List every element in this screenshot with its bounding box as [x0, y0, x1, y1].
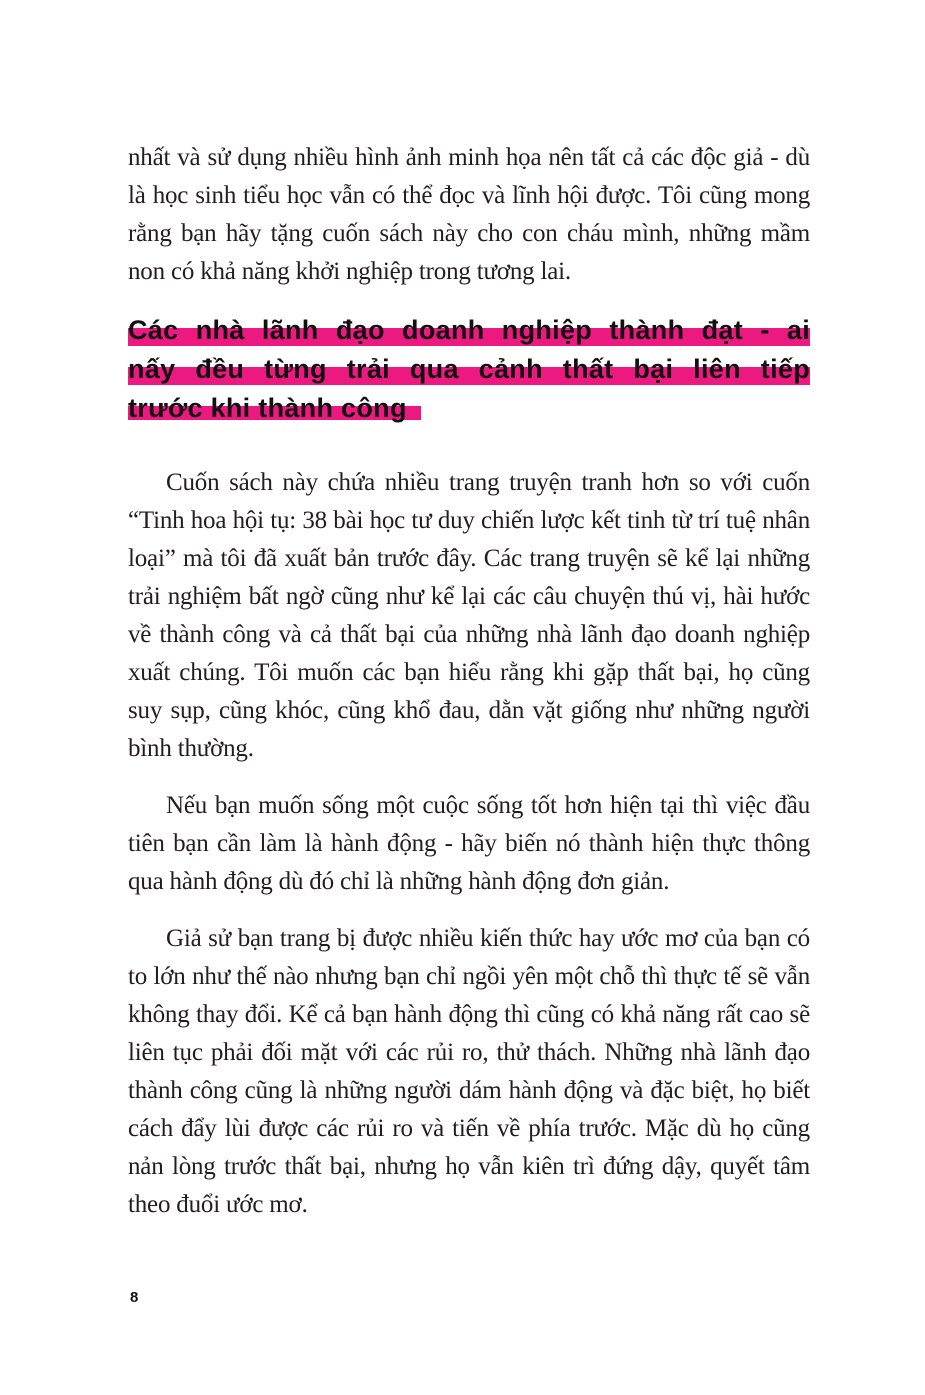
page-number: 8	[130, 1289, 139, 1306]
page-content	[128, 139, 810, 1243]
section-heading	[128, 311, 810, 428]
paragraph-continuation: nhất và sử dụng nhiều hình ảnh minh họa nên tất cả các độc giả - dù là học sinh tiểu học vẫn có thể đọc và lĩnh hội được. Tôi cũng mong rằng bạn hãy tặng cuốn sách này cho con cháu mình, những mầm non có khả năng khởi nghiệp trong tương lai.	[128, 144, 810, 285]
paragraph: Nếu bạn muốn sống một cuộc sống tốt hơn hiện tại thì việc đầu tiên bạn cần làm là hành động - hãy biến nó thành hiện thực thông qua hành động dù đó chỉ là những hành động đơn giản.	[128, 792, 810, 895]
heading-line: nấy đều từng trải qua cảnh thất bại liên tiếp	[128, 350, 810, 389]
paragraph: Cuốn sách này chứa nhiều trang truyện tranh hơn so với cuốn “Tinh hoa hội tụ: 38 bài học tư duy chiến lược kết tinh từ trí tuệ nhân loại” mà tôi đã xuất bản trước đây. Các trang truyện sẽ kể lại những trải nghiệm bất ngờ cũng như kể lại các câu chuyện thú vị, hài hước về thành công và cả thất bại của những nhà lãnh đạo doanh nghiệp xuất chúng. Tôi muốn các bạn hiểu rằng khi gặp thất bại, họ cũng suy sụp, cũng khóc, cũng khổ đau, dằn vặt giống như những người bình thường.	[128, 469, 810, 762]
heading-line: Các nhà lãnh đạo doanh nghiệp thành đạt - ai	[128, 311, 810, 350]
heading-line	[128, 389, 810, 428]
paragraph: Giả sử bạn trang bị được nhiều kiến thức hay ước mơ của bạn có to lớn như thế nào nhưng bạn chỉ ngồi yên một chỗ thì thực tế sẽ vẫn không thay đổi. Kể cả bạn hành động thì cũng có khả năng rất cao sẽ liên tục phải đối mặt với các rủi ro, thử thách. Những nhà lãnh đạo thành công cũng là những người dám hành động và đặc biệt, họ biết cách đẩy lùi được các rủi ro và tiến về phía trước. Mặc dù họ cũng nản lòng trước thất bại, nhưng họ vẫn kiên trì đứng dậy, quyết tâm theo đuổi ước mơ.	[128, 925, 810, 1218]
heading-line-text: trước khi thành công	[128, 393, 421, 423]
